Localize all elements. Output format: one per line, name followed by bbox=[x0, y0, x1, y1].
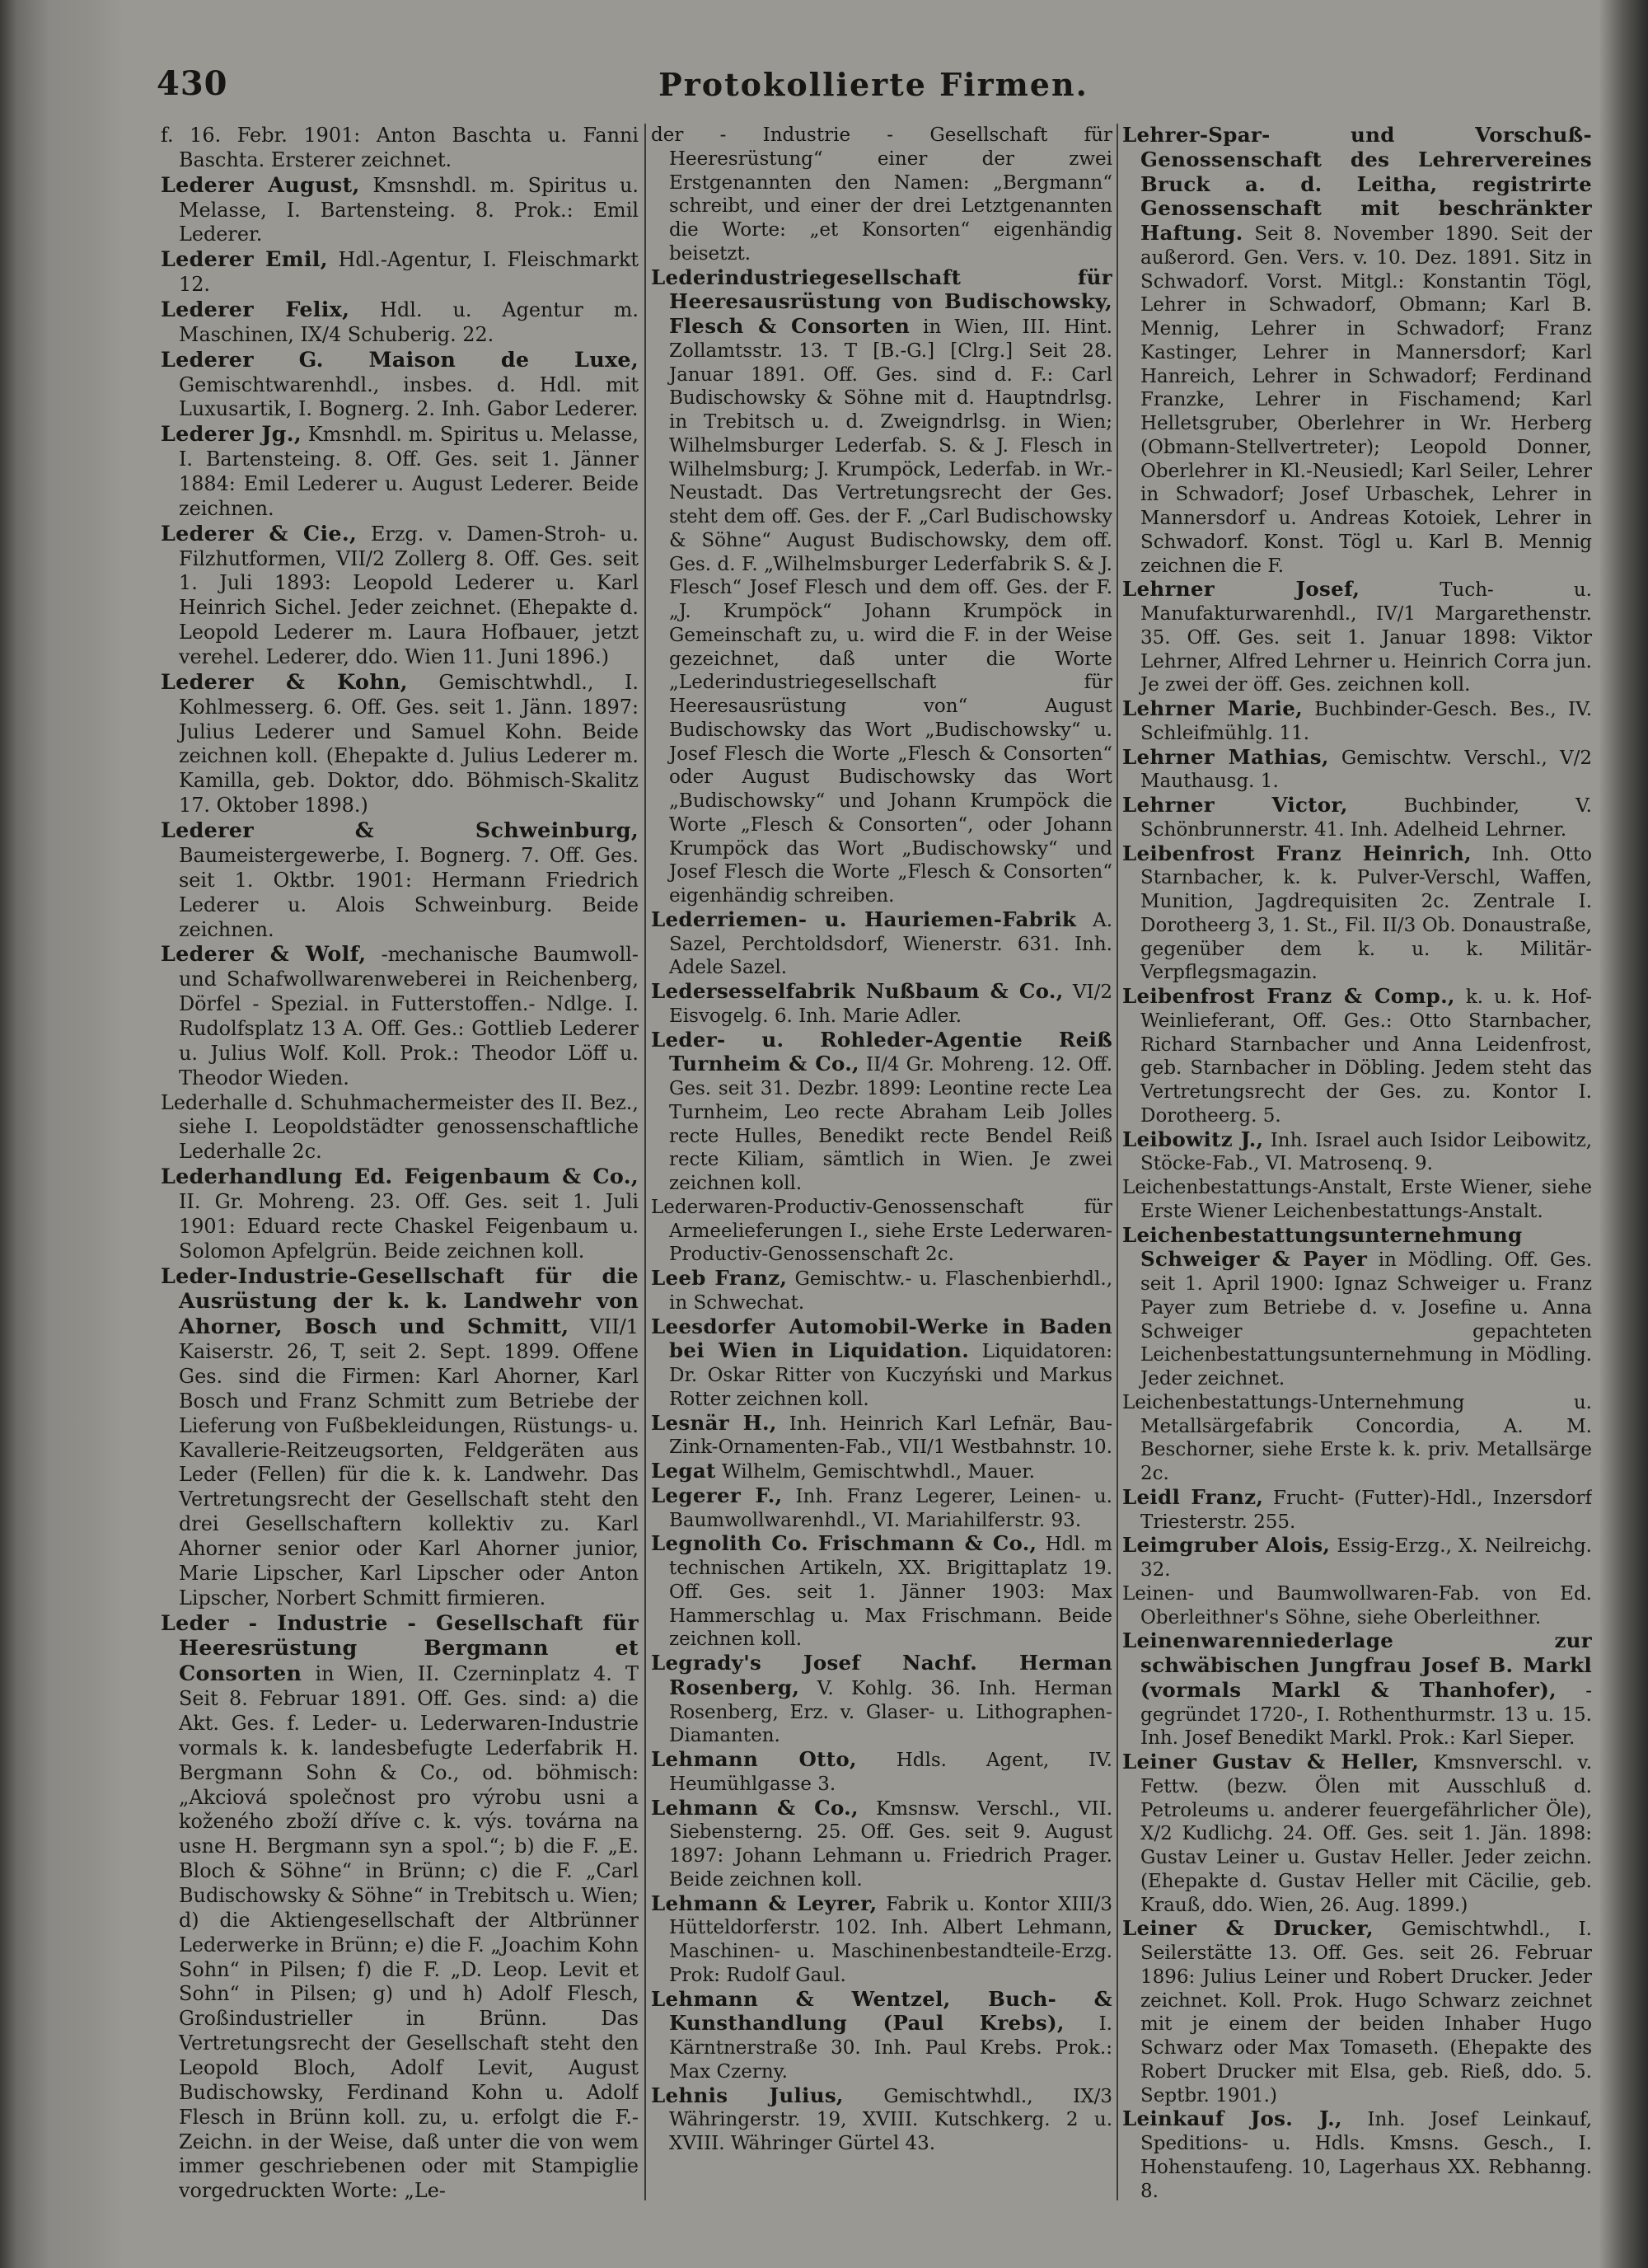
firm-name: Lehmann Otto, bbox=[651, 1747, 857, 1771]
directory-entry bbox=[651, 1652, 1112, 1748]
entry-text: Baumeistergewerbe, I. Bognerg. 7. Off. Ges. seit 1. Oktbr. 1901: Hermann Friedrich Lederer u. Alois Schweinburg. Beide zeichnen. bbox=[179, 843, 639, 941]
firm-name: Lehrner Josef, bbox=[1122, 577, 1360, 602]
firm-name: Leibenfrost Franz Heinrich, bbox=[1122, 841, 1472, 865]
directory-entry bbox=[651, 2084, 1112, 2156]
firm-name: Lederer Jg., bbox=[161, 421, 302, 447]
entry-text: Gemischtwarenhdl., insbes. d. Hdl. mit Luxusartik, I. Bognerg. 2. Inh. Gabor Lederer. bbox=[179, 373, 639, 421]
page-header bbox=[157, 64, 1590, 114]
directory-entry bbox=[161, 173, 639, 248]
directory-entry bbox=[651, 1267, 1112, 1315]
entry-text: Kmsnhdl. m. Spiritus u. Melasse, I. Bartensteing. 8. Off. Ges. seit 1. Jänner 1884: Emil Lederer u. August Lederer. Beide zeichnen. bbox=[179, 423, 639, 520]
directory-entry bbox=[651, 1797, 1112, 1892]
entry-text: Leichenbestattungs-Anstalt, Erste Wiener, siehe Erste Wiener Leichenbestattungs-Anstalt. bbox=[1122, 1177, 1592, 1222]
firm-name: Lehrer-Spar- und Vorschuß-Genossenschaft des Lehrervereines Bruck a. d. Leitha, registrirte Genossenschaft mit beschränkter Haftung. bbox=[1122, 124, 1592, 245]
entry-text: Leinen- und Baumwollwaren-Fab. von Ed. Oberleithner's Söhne, siehe Oberleithner. bbox=[1122, 1582, 1592, 1628]
column-middle bbox=[651, 124, 1112, 2209]
firm-name: Lehrner Marie, bbox=[1122, 696, 1303, 720]
entry-text: A. Sazel, Perchtoldsdorf, Wienerstr. 631. Inh. Adele Sazel. bbox=[669, 909, 1112, 979]
entry-text: Inh. Heinrich Karl Lefnär, Bau-Zink-Ornamenten-Fab., VII/1 Westbahnstr. 10. bbox=[669, 1413, 1112, 1459]
entry-text: Wilhelm, Gemischtwhdl., Mauer. bbox=[721, 1461, 1035, 1483]
directory-entry bbox=[651, 980, 1112, 1029]
firm-name: Lehrner Mathias, bbox=[1122, 744, 1329, 769]
directory-entry bbox=[161, 1611, 639, 2205]
page-right-edge bbox=[1599, 0, 1648, 2268]
firm-name: Lederhandlung Ed. Feigenbaum & Co., bbox=[161, 1164, 639, 1189]
directory-entry bbox=[651, 124, 1112, 266]
directory-entry bbox=[651, 266, 1112, 908]
directory-entry bbox=[651, 1460, 1112, 1484]
column-divider bbox=[1117, 124, 1118, 2200]
entry-text: in Mödling. Off. Ges. seit 1. April 1900: Ignaz Schweiger u. Franz Payer zum Betriebe d. v. Josefine u. Anna Schweiger gepachteten Leichenbestattungsunternehmung in Mödling. Jeder zeichnet. bbox=[1140, 1249, 1592, 1389]
entry-text: Inh. Franz Legerer, Leinen- u. Baumwollwarenhdl., VI. Mariahilferstr. 93. bbox=[669, 1485, 1112, 1531]
firm-name: Leiner & Drucker, bbox=[1122, 1916, 1374, 1941]
firm-name: Leibenfrost Franz & Comp., bbox=[1122, 984, 1455, 1008]
entry-text: Hdl. m technischen Artikeln, XX. Brigittaplatz 19. Off. Ges. seit 1. Jänner 1903: Max Hammerschlag u. Max Frischmann. Beide zeichnen koll. bbox=[669, 1534, 1112, 1651]
entry-text: Gemischtw.- u. Flaschenbierhdl., in Schwechat. bbox=[669, 1268, 1112, 1314]
firm-name: Lederer & Schweinburg, bbox=[161, 818, 639, 843]
firm-name: Leder-Industrie-Gesellschaft für die Ausrüstung der k. k. Landwehr von Ahorner, Bosch und Schmitt, bbox=[161, 1263, 639, 1339]
entry-text: Essig-Erzg., X. Neilreichg. 32. bbox=[1140, 1535, 1592, 1581]
entry-text: Gemischtwhdl., I. Kohlmesserg. 6. Off. Ges. seit 1. Jänn. 1897: Julius Lederer und Samuel Kohn. Beide zeichnen koll. (Ehepakte d. Julius Lederer m. Kamilla, geb. Doktor, ddo. Böhmisch-Skalitz 17. Oktober 1898.) bbox=[179, 670, 639, 818]
firm-name: Lederer G. Maison de Luxe, bbox=[161, 346, 639, 372]
firm-name: Lederer & Cie., bbox=[161, 520, 358, 546]
firm-name: Legnolith Co. Frischmann & Co., bbox=[651, 1531, 1037, 1556]
directory-entry bbox=[161, 348, 639, 423]
firm-name: Lehnis Julius, bbox=[651, 2083, 844, 2107]
directory-entry bbox=[651, 1484, 1112, 1533]
directory-entry bbox=[161, 1091, 639, 1165]
column-right bbox=[1122, 124, 1592, 2209]
entry-text: Kmsnverschl. v. Fettw. (bezw. Ölen mit Ausschluß d. Petroleums u. anderer feuergefährlicher Öle), X/2 Kudlichg. 24. Off. Ges. seit 1. Jän. 1898: Gustav Leiner u. Gustav Heller. Jeder zeichn. (Ehepakte d. Gustav Heller mit Cäcilie, geb. Krauß, ddo. Wien, 26. Aug. 1899.) bbox=[1140, 1752, 1592, 1916]
entry-text: Buchbinder-Gesch. Bes., IV. Schleifmühlg. 11. bbox=[1140, 699, 1592, 744]
entry-text: f. 16. Febr. 1901: Anton Baschta u. Fanni Baschta. Ersterer zeichnet. bbox=[161, 124, 639, 171]
directory-entry bbox=[161, 298, 639, 348]
column-divider bbox=[644, 124, 646, 2200]
firm-name: Lederer Emil, bbox=[161, 246, 328, 272]
directory-entry bbox=[651, 1892, 1112, 1988]
directory-entry bbox=[1122, 985, 1592, 1128]
entry-text: k. u. k. Hof-Weinlieferant, Off. Ges.: Otto Starnbacher, Richard Starnbacher und Anna Leidenfrost, geb. Starnbacher in Döbling. Jedem steht das Vertretungsrecht der Ges. zu. Kontor I. Dorotheerg. 5. bbox=[1140, 986, 1592, 1127]
entry-text: Leichenbestattungs-Unternehmung u. Metallsärgefabrik Concordia, A. M. Beschorner, siehe Erste k. k. priv. Metallsärge 2c. bbox=[1122, 1391, 1592, 1484]
directory-entry bbox=[651, 1532, 1112, 1652]
column-left bbox=[161, 124, 639, 2209]
firm-name: Ledersesselfabrik Nußbaum & Co., bbox=[651, 979, 1064, 1003]
entry-text: Lederhalle d. Schuhmachermeister des II. Bez., siehe I. Leopoldstädter genossenschaftliche Lederhalle 2c. bbox=[161, 1090, 639, 1164]
directory-entry bbox=[161, 422, 639, 521]
firm-name: Lehmann & Wentzel, Buch- & Kunsthandlung (Paul Krebs), bbox=[651, 1986, 1112, 2036]
entry-text: -gegründet 1720-, I. Rothenthurmstr. 13 u. 15. Inh. Josef Benedikt Markl. Prok.: Karl Sieper. bbox=[1140, 1680, 1592, 1750]
entry-text: der - Industrie - Gesellschaft für Heeresrüstung“ einer der zwei Erstgenannten den Namen: „Bergmann“ schreibt, und einer der drei Letztgenannten die Worte: „et Konsorten“ eigenhändig beisetzt. bbox=[651, 124, 1112, 265]
page-title: Protokollierte Firmen. bbox=[658, 66, 1089, 103]
firm-name: Lederer August, bbox=[161, 171, 360, 197]
entry-text: Hdl. u. Agentur m. Maschinen, IX/4 Schuberig. 22. bbox=[179, 298, 639, 346]
page-number: 430 bbox=[157, 64, 228, 103]
firm-name: Lehmann & Co., bbox=[651, 1795, 859, 1820]
directory-entry bbox=[161, 1164, 639, 1263]
firm-name: Leder- u. Rohleder-Agentie Reiß Turnheim & Co., bbox=[651, 1027, 1112, 1076]
firm-name: Leeb Franz, bbox=[651, 1266, 788, 1290]
directory-entry bbox=[1122, 578, 1592, 697]
directory-entry bbox=[161, 1264, 639, 1611]
firm-name: Leichenbestattungsunternehmung Schweiger & Payer bbox=[1122, 1222, 1523, 1272]
entry-text: Kmsnsw. Verschl., VII. Siebensterng. 25. Off. Ges. seit 9. August 1897: Johann Lehmann u. Friedrich Prager. Beide zeichnen koll. bbox=[669, 1797, 1112, 1891]
entry-text: Buchbinder, V. Schönbrunnerstr. 41. Inh. Adelheid Lehrner. bbox=[1140, 795, 1592, 841]
firm-name: Lederer & Wolf, bbox=[161, 941, 367, 967]
directory-entry bbox=[651, 1315, 1112, 1412]
directory-entry bbox=[651, 908, 1112, 980]
directory-entry bbox=[161, 818, 639, 942]
firm-name: Leinkauf Jos. J., bbox=[1122, 2106, 1342, 2131]
firm-name: Lederindustriegesellschaft für Heeresausrüstung von Budischowsky, Flesch & Consorten bbox=[651, 265, 1112, 338]
entry-text: Gemischtwhdl., I. Seilerstätte 13. Off. Ges. seit 26. Februar 1896: Julius Leiner und Robert Drucker. Jeder zeichnet. Koll. Prok. Hugo Schwarz zeichnet mit je einem der beiden Inhaber Hugo Schwarz oder Max Tomaseth. (Ehepakte des Robert Drucker mit Elsa, geb. Rieß, ddo. 5. Septbr. 1901.) bbox=[1140, 1919, 1592, 2106]
firm-name: Lederer Felix, bbox=[161, 297, 350, 322]
entry-text: Tuch- u. Manufakturwarenhdl., IV/1 Margarethenstr. 35. Off. Ges. seit 1. Januar 1898: Viktor Lehrner, Alfred Lehrner u. Heinrich Corra jun. Je zwei der öff. Ges. zeichnen koll. bbox=[1140, 579, 1592, 696]
entry-text: VI/2 Eisvogelg. 6. Inh. Marie Adler. bbox=[669, 982, 1112, 1027]
directory-entry bbox=[1122, 1917, 1592, 2107]
directory-entry bbox=[161, 247, 639, 298]
entry-text: Fabrik u. Kontor XIII/3 Hütteldorferstr. 102. Inh. Albert Lehmann, Maschinen- u. Maschinenbestandteile-Erzg. Prok: Rudolf Gaul. bbox=[669, 1893, 1112, 1986]
directory-entry bbox=[1122, 1629, 1592, 1750]
firm-name: Legat bbox=[651, 1459, 716, 1483]
directory-entry bbox=[651, 1029, 1112, 1196]
firm-name: Leinenwarenniederlage zur schwäbischen Jungfrau Josef B. Markl (vormals Markl & Thanhofer), bbox=[1122, 1628, 1592, 1702]
entry-text: II/4 Gr. Mohreng. 12. Off. Ges. seit 31. Dezbr. 1899: Leontine recte Lea Turnheim, Leo recte Abraham Leib Jolles recte Hulles, Benedikt recte Bendel Reiß recte Kiliam, sämtlich in Wien. Je zwei zeichnen koll. bbox=[669, 1054, 1112, 1194]
entry-text: Hdls. Agent, IV. Heumühlgasse 3. bbox=[669, 1750, 1112, 1795]
entry-text: Gemischtwhdl., IX/3 Währingerstr. 19, XVIII. Kutschkerg. 2 u. XVIII. Währinger Gürtel 43. bbox=[669, 2085, 1112, 2154]
firm-name: Leiner Gustav & Heller, bbox=[1122, 1750, 1420, 1774]
entry-text: II. Gr. Mohreng. 23. Off. Ges. seit 1. Juli 1901: Eduard recte Chaskel Feigenbaum u. Solomon Apfelgrün. Beide zeichnen koll. bbox=[179, 1189, 639, 1263]
directory-entry bbox=[161, 670, 639, 818]
firm-name: Lederer & Kohn, bbox=[161, 668, 408, 694]
directory-entry bbox=[1122, 1391, 1592, 1486]
directory-entry bbox=[1122, 746, 1592, 794]
firm-name: Legrady's Josef Nachf. Herman Rosenberg, bbox=[651, 1651, 1112, 1699]
directory-entry bbox=[651, 1196, 1112, 1267]
firm-name: Leder - Industrie - Gesellschaft für Heeresrüstung Bergmann et Consorten bbox=[161, 1610, 639, 1686]
entry-text: Liquidatoren: Dr. Oskar Ritter von Kuczyński und Markus Rotter zeichnen koll. bbox=[669, 1341, 1112, 1410]
directory-entry bbox=[161, 942, 639, 1090]
directory-entry bbox=[161, 522, 639, 670]
firm-name: Lehmann & Leyrer, bbox=[651, 1891, 878, 1915]
directory-entry bbox=[1122, 1128, 1592, 1177]
directory-entry bbox=[1122, 2107, 1592, 2203]
directory-entry bbox=[1122, 1486, 1592, 1535]
entry-text: VII/1 Kaiserstr. 26, T, seit 2. Sept. 1899. Offene Ges. sind die Firmen: Karl Ahorner, Karl Bosch und Franz Schmitt zum Betriebe der Lieferung von Fußbekleidungen, Rüstungs- u. Kavallerie-Reitzeugsorten, Feldgeräten aus Leder (Fellen) für die k. k. Landwehr. Das Vertretungsrecht der Gesellschaft steht den drei Gesellschaftern kollektiv zu. Karl Ahorner senior oder Karl Ahorner junior, Marie Lipscher, Karl Lipscher oder Anton Lipscher, Norbert Schmitt firmieren. bbox=[179, 1315, 639, 1610]
directory-entry bbox=[651, 1988, 1112, 2084]
directory-entry bbox=[1122, 1750, 1592, 1917]
directory-entry bbox=[1122, 124, 1592, 578]
firm-name: Lehrner Victor, bbox=[1122, 793, 1348, 817]
entry-text: Gemischtw. Verschl., V/2 Mauthausg. 1. bbox=[1140, 747, 1592, 793]
entry-text: Frucht- (Futter)-Hdl., Inzersdorf Triesterstr. 255. bbox=[1140, 1487, 1592, 1533]
firm-name: Leibowitz J., bbox=[1122, 1127, 1264, 1151]
entry-text: Inh. Israel auch Isidor Leibowitz, Stöcke-Fab., VI. Matrosenq. 9. bbox=[1140, 1129, 1592, 1175]
directory-entry bbox=[1122, 1176, 1592, 1224]
directory-entry bbox=[1122, 794, 1592, 842]
directory-entry bbox=[1122, 1534, 1592, 1582]
directory-entry bbox=[651, 1748, 1112, 1797]
firm-name: Legerer F., bbox=[651, 1483, 783, 1507]
directory-entry bbox=[1122, 1224, 1592, 1391]
book-binding-edge bbox=[0, 0, 124, 2268]
entry-text: in Wien, III. Hint. Zollamtsstr. 13. T [B.-G.] [Clrg.] Seit 28. Januar 1891. Off. Ges. sind d. F.: Carl Budischowsky & Söhne mit d. Hauptndrlsg. in Trebitsch u. d. Zweigndrlsg. in Wien; Wilhelmsburger Lederfab. S. & J. Flesch in Wilhelmsburg; J. Krumpöck, Lederfab. in Wr.-Neustadt. Das Vertretungsrecht der Ges. steht dem off. Ges. der F. „Carl Budischowsky & Söhne“ August Budischowsky, dem off. Ges. d. F. „Wilhelmsburger Lederfabrik S. & J. Flesch“ Josef Flesch und dem off. Ges. der F. „J. Krumpöck“ Johann Krumpöck in Gemeinschaft zu, u. wird die F. in der Weise gezeichnet, daß unter die Worte „Lederindustriegesellschaft für Heeresausrüstung von“ August Budischowsky das Wort „Budischowsky“ u. Josef Flesch die Worte „Flesch & Consorten“ oder August Budischowsky das Wort „Budischowsky“ und Johann Krumpöck die Worte „Flesch & Consorten“, oder Johann Krumpöck das Wort „Budischowsky“ und Josef Flesch die Worte „Flesch & Consorten“ eigenhändig schreiben. bbox=[669, 316, 1112, 907]
entry-text: Inh. Josef Leinkauf, Speditions- u. Hdls. Kmsns. Gesch., I. Hohenstaufeng. 10, Lagerhaus XX. Rebhanng. 8. bbox=[1140, 2109, 1592, 2202]
entry-text: Erzg. v. Damen-Stroh- u. Filzhutformen, VII/2 Zollerg 8. Off. Ges. seit 1. Juli 1893: Leopold Lederer u. Karl Heinrich Sichel. Jeder zeichnet. (Ehepakte d. Leopold Lederer m. Laura Hofbauer, jetzt verehel. Lederer, ddo. Wien 11. Juni 1896.) bbox=[179, 522, 639, 669]
firm-name: Lesnär H., bbox=[651, 1410, 777, 1435]
entry-text: -mechanische Baumwoll- und Schafwollwarenweberei in Reichenberg, Dörfel - Spezial. in Futterstoffen.- Ndlge. I. Rudolfsplatz 13 A. Off. Ges.: Gottlieb Lederer u. Julius Wolf. Koll. Prok.: Theodor Löff u. Theodor Wieden. bbox=[179, 943, 639, 1089]
entry-text: in Wien, II. Czerninplatz 4. T Seit 8. Februar 1891. Off. Ges. sind: a) die Akt. Ges. f. Leder- u. Lederwaren-Industrie vormals k. k. landesbefugte Lederfabrik H. Bergmann Sohn & Co., od. böhmisch: „Akciová společnost pro výrobu usni a koženého zboží dříve c. k. výs. továrna na usne H. Bergmann syn a spol.“; b) die F. „E. Bloch & Söhne“ in Brünn; c) die F. „Carl Budischowsky & Söhne“ in Trebitsch u. Wien; d) die Aktiengesellschaft der Altbrünner Lederwerke in Brünn; e) die F. „Joachim Kohn Sohn“ in Pilsen; f) die F. „D. Leop. Levit et Sohn“ in Pilsen; g) und h) Adolf Flesch, Großindustrieller in Brünn. Das Vertretungsrecht der Gesellschaft steht den Leopold Bloch, Adolf Levit, August Budischowsky, Ferdinand Kohn u. Adolf Flesch in Brünn koll. zu, u. erfolgt die F.-Zeichn. in der Weise, daß unter die von wem immer geschriebenen oder mit Stampiglie vorgedruckten Worte: „Le- bbox=[179, 1662, 639, 2203]
directory-entry bbox=[1122, 842, 1592, 986]
directory-entry bbox=[651, 1412, 1112, 1460]
directory-entry bbox=[1122, 697, 1592, 746]
directory-entry bbox=[161, 124, 639, 173]
firm-name: Leimgruber Alois, bbox=[1122, 1533, 1331, 1558]
firm-name: Lederriemen- u. Hauriemen-Fabrik bbox=[651, 907, 1077, 931]
entry-text: V. Kohlg. 36. Inh. Herman Rosenberg, Erz. v. Glaser- u. Lithographen-Diamanten. bbox=[669, 1677, 1112, 1747]
entry-text: Lederwaren-Productiv-Genossenschaft für Armeelieferungen I., siehe Erste Lederwaren-Productiv-Genossenschaft 2c. bbox=[651, 1196, 1112, 1266]
entry-text: Seit 8. November 1890. Seit der außerord. Gen. Vers. v. 10. Dez. 1891. Sitz in Schwadorf. Vorst. Mitgl.: Konstantin Tögl, Lehrer in Schwadorf, Obmann; Karl B. Mennig, Lehrer in Schwadorf; Franz Kastinger, Lehrer in Mannersdorf; Karl Hanreich, Lehrer in Schwadorf; Ferdinand Franzke, Lehrer in Fischamend; Karl Helletsgruber, Oberlehrer in Wr. Herberg (Obmann-Stellvertreter); Leopold Donner, Oberlehrer in Kl.-Neusiedl; Karl Seiler, Lehrer in Schwadorf; Josef Urbaschek, Lehrer in Mannersdorf u. Andreas Kotoiek, Lehrer in Schwadorf. Konst. Tögl u. Karl B. Mennig zeichnen die F. bbox=[1140, 223, 1592, 577]
firm-name: Leesdorfer Automobil-Werke in Baden bei Wien in Liquidation. bbox=[651, 1314, 1112, 1363]
entry-text: I. Kärntnerstraße 30. Inh. Paul Krebs. Prok.: Max Czerny. bbox=[669, 2013, 1112, 2083]
directory-entry bbox=[1122, 1582, 1592, 1630]
entry-text: Hdl.-Agentur, I. Fleischmarkt 12. bbox=[179, 248, 639, 297]
entry-text: Kmsnshdl. m. Spiritus u. Melasse, I. Bartensteing. 8. Prok.: Emil Lederer. bbox=[179, 173, 639, 246]
firm-name: Leidl Franz, bbox=[1122, 1484, 1264, 1509]
entry-text: Inh. Otto Starnbacher, k. k. Pulver-Verschl, Waffen, Munition, Jagdrequisiten 2c. Zentrale I. Dorotheerg 3, 1. St., Fil. II/3 Ob. Donaustraße, gegenüber dem k. u. k. Militär-Verpflegsmagazin. bbox=[1140, 843, 1592, 984]
